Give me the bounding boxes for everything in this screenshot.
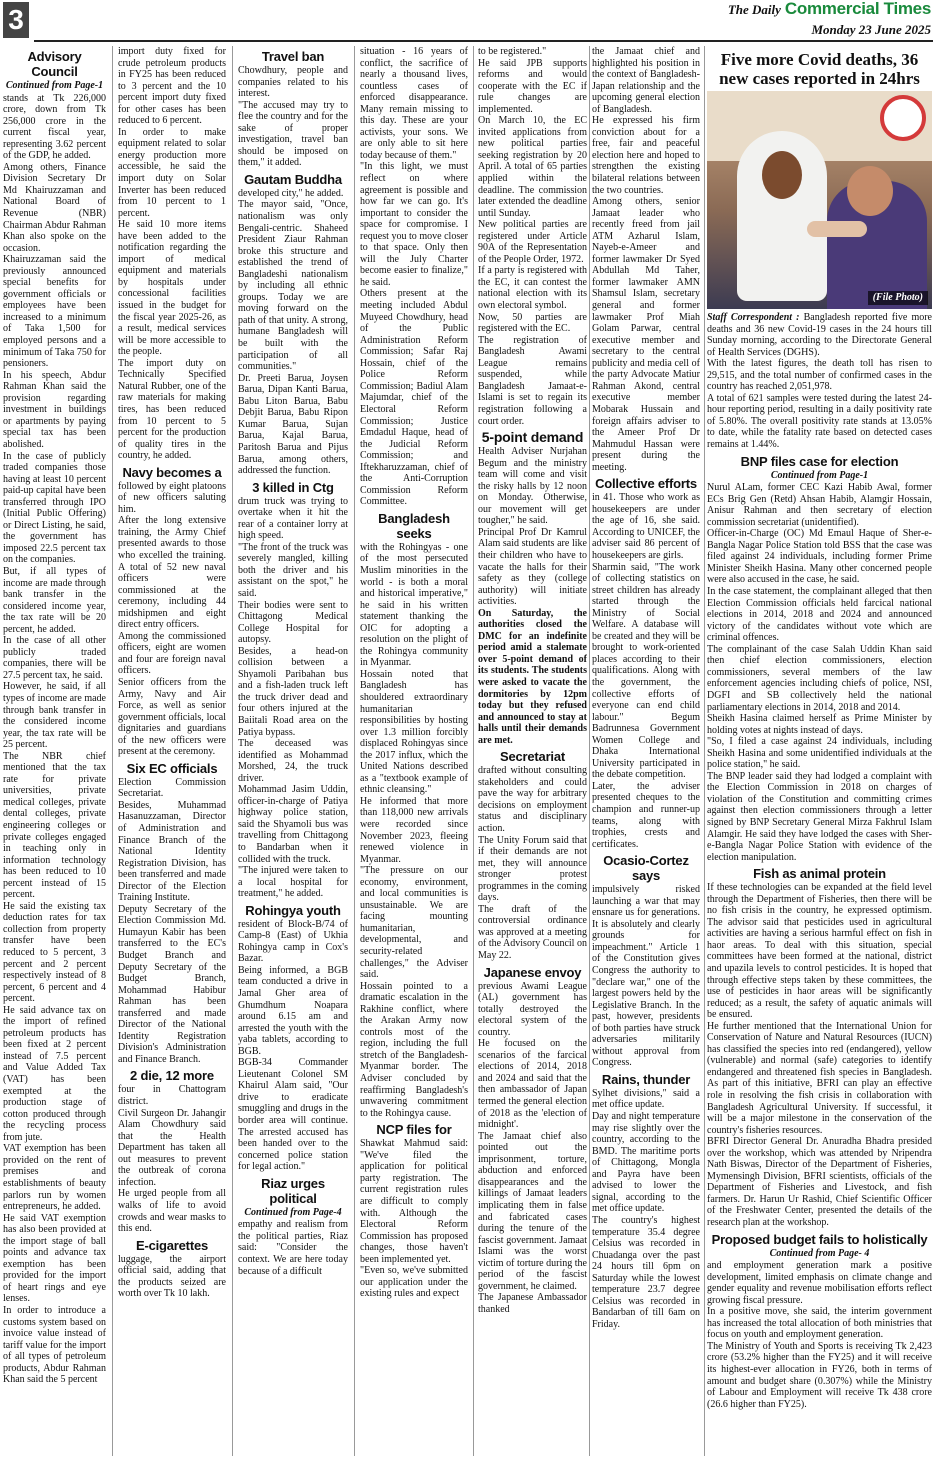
paragraph: He further mentioned that the International Union for Conservation of Nature and Natural Resources (IUCN) has classified the species into red (endangered), yellow (vulnerable) and normal (safe) categories to identify endangered and threatened fish species in Bangladesh. As part of this initiative, BFRI can play an effective role in resolving the fish crisis in collaboration with Bangladesh Agricultural University. If successful, it will be a major milestone in the conservation of the country's fisheries resources. bbox=[707, 1020, 932, 1136]
paragraph: Hossain noted that Bangladesh has shouldered extraordinary humanitarian responsibilities by hosting over 1.3 million forcibly displaced Rohingyas since the 2017 influx, which the United Nations described as a "textbook example of ethnic cleansing." bbox=[360, 668, 468, 796]
paragraph: to be registered." bbox=[478, 46, 547, 57]
paragraph: In the case statement, the complainant alleged that then Election Commission officials held farcical national elections in 2014, 2018 and 2024 and announced victory of the candidates without vote which are criminal offences. bbox=[707, 586, 932, 644]
paragraph: Nurul ALam, former CEC Kazi Habib Awal, former ECs Brig Gen (Retd) Ahsan Habib, Alamgir Hossain, Anisur Rahman and then secretary of election commission secretariat (unidentified). bbox=[707, 482, 932, 528]
column-divider bbox=[473, 46, 474, 1456]
column-2 bbox=[118, 46, 226, 1456]
paragraph: In the case of all other publicly traded companies, there will be 27.5 percent tax, he said. bbox=[3, 635, 106, 681]
paragraph: He said 10 more items have been added to the notification regarding the import of medical equipment and materials by hospitals under concessional facilities issued in the budget for the fiscal year 2025-26, as a result, medical services will be more accessible to the people. bbox=[118, 219, 226, 358]
paragraph: Deputy Secretary of the Election Commission Md. Humayun Kabir has been transferred to the EC's Budget Branch and Deputy Secretary of the Budget Branch, Mohammad Habibur Rahman has been transferred and made Director of the National Identity Registration Division's Administration and Finance Branch. bbox=[118, 903, 226, 1065]
headline-ncp-files: NCP files for bbox=[376, 1122, 452, 1138]
continued-note: Continued from Page-4 bbox=[244, 1206, 342, 1218]
paragraph: the Jamaat chief and highlighted his position in the context of Bangladesh-Japan relationship and the upcoming general election of Bangladesh. bbox=[592, 46, 700, 115]
paragraph: Civil Surgeon Dr. Jahangir Alam Chowdhury said that the Health Department has taken all out measures to prevent the outbreak of corona infection. bbox=[118, 1107, 226, 1188]
paragraph: Principal Prof Dr Kamrul Alam said students are like their children who have to vacate the halls for their safety as they (college authority) will initiate activities. bbox=[478, 526, 587, 608]
paragraph: BGB-34 Commander Lieutenant Colonel SM Khairul Alam said, "Our drive to eradicate smuggling and drugs in the border area will continue. The arrested accused has been handed over to the concerned police station for legal action." bbox=[238, 1057, 348, 1173]
paragraph: Now, 50 parties are registered with the EC. bbox=[478, 311, 587, 335]
paragraph: If these technologies can be expanded at the field level through the Department of Fisheries, then there will be no fish crisis in the country, he expressed optimism. The advisor said that pesticides used in agricultural activities are having a serious harmful effect on fish in haor areas. To deal with this situation, special committees have been formed at the national, district and upazila levels to control pesticides. It is hoped that through effective steps taken by these committees, the use of pesticides in haor areas will be significantly reduced; as a result, the safety of aquatic animals will be ensured. bbox=[707, 882, 932, 1021]
paragraph: He informed that more than 118,000 new arrivals were recorded since November 2023, fleeing renewed violence in Myanmar. bbox=[360, 795, 468, 865]
paragraph: Dr. Preeti Barua, Joysen Barua, Dipan Kanti Barua, Babu Liton Barua, Babu Debjit Barua, Babu Ripon Kumar Barua, Sujan Barua, Kajal Barua, Paritosh Barua and Pijus Barua, among others, addressed the function. bbox=[238, 372, 348, 477]
paragraph: He focused on the scenarios of the farcical elections of 2014, 2018 and 2024 and said that the then ambassador of Japan termed the general election of 2018 as the 'election of midnight'. bbox=[478, 1038, 587, 1131]
paragraph: with the Rohingyas - one of the most persecuted Muslim minorities in the world - is both a moral and historical imperative," he said in his written statement thanking the OIC for adopting a resolution on the plight of the Rohingya community in Myanmar. bbox=[360, 541, 468, 669]
paragraph: drum truck was trying to overtake when it hit the rear of a container lorry at high speed. bbox=[238, 495, 348, 542]
paragraph: He said VAT exemption has also been provided at the import stage of ball points and advance tax exemption has been provided for the import of heart rings and eye lenses. bbox=[3, 1212, 106, 1305]
headline-fish-animal-protein: Fish as animal protein bbox=[753, 866, 886, 882]
paragraph: Chowdhury, people and companies related to his interest. bbox=[238, 65, 348, 100]
photo-health-worker-head bbox=[762, 151, 802, 199]
paragraph: "The injured were taken to a local hospital for treatment," he added. bbox=[238, 865, 348, 900]
headline-ocasio-cortez: Ocasio-Cortez says bbox=[603, 853, 689, 884]
paragraph: import duty fixed for crude petroleum products in FY25 has been reduced to 3 percent and the 10 percent import duty fixed for other cases has been reduced to 6 percent. bbox=[118, 46, 226, 127]
headline-navy: Navy becomes a bbox=[122, 464, 222, 480]
photo-arm bbox=[807, 221, 867, 237]
news-photo bbox=[707, 91, 932, 309]
paragraph: previous Awami League (AL) government has totally destroyed the electoral system of the country. bbox=[478, 980, 587, 1038]
paragraph: Health Adviser Nurjahan Begum and the ministry team will come and visit the risky halls by 12 noon on Monday. Otherwise, our movement will get tougher," he said. bbox=[478, 446, 587, 527]
headline-japanese-envoy: Japanese envoy bbox=[483, 964, 582, 980]
column-divider bbox=[232, 46, 233, 1456]
paragraph: In his speech, Abdur Rahman Khan said the provision regarding investment in buildings or apartments by paying special tax has been abolished. bbox=[3, 369, 106, 450]
paragraph: and employment generation mark a positive development, limited emphasis on climate change and gender equality and revenue mobilisation efforts reflect growing fiscal pressure. bbox=[707, 1260, 932, 1306]
paragraph: Sylhet divisions," said a met office update. bbox=[592, 1087, 700, 1111]
headline-2-die: 2 die, 12 more bbox=[130, 1068, 214, 1084]
paragraph: If a party is registered with the EC, it can contest the national election with its own electoral symbol. bbox=[478, 265, 587, 312]
paragraph: Later, the adviser presented cheques to the champion and runner-up teams, along with trophies, crests and certificates. bbox=[592, 780, 700, 850]
paragraph: Being informed, a BGB team conducted a drive in Jamal Gher area of Ghumdhum Noapara around 6.15 am and arrested the youth with the yaba tablets, according to BGB. bbox=[238, 964, 348, 1057]
headline-3-killed: 3 killed in Ctg bbox=[252, 479, 334, 495]
photo-patient-head bbox=[847, 166, 893, 216]
paragraph: Sheikh Hasina claimed herself as Prime Minister by holding votes at nights instead of days. bbox=[707, 713, 932, 736]
headline-riaz-urges: Riaz urges political bbox=[261, 1175, 325, 1206]
masthead bbox=[728, 0, 931, 39]
paragraph: Among others, senior Jamaat leader who recently freed from jail ATM Azharul Islam, Nayeb-e-Ameer and former lawmaker Dr Syed Abdullah Md Taher, former lawmaker AMN Shamsul Islam, secretary general and former lawmaker Prof Miah Golam Parwar, central executive member and secretary to the central publicity and media cell of the party Advocate Matiur Rahman Akond, central executive member Mobarak Hussain and foreign affairs adviser to the Ameer Prof Dr Mahmudul Hassan were present during the meeting. bbox=[592, 196, 700, 473]
headline-bangladesh-seeks: Bangladesh seeks bbox=[378, 510, 450, 541]
paragraph: In a positive move, she said, the interim government has increased the total allocation of both ministries that focus on youth and employment generation. bbox=[707, 1306, 932, 1341]
paragraph: "Even so, we've submitted our application under the existing rules and expect bbox=[360, 1265, 468, 1300]
paragraph: The registration of Bangladesh Awami League remains suspended, while Bangladesh Jamaat-e-Islami is set to regain its registration following a court order. bbox=[478, 334, 587, 427]
paragraph: He said JPB supports reforms and would cooperate with the EC if rule changes are implemented. bbox=[478, 57, 587, 115]
paragraph: The BNP leader said they had lodged a complaint with the Election Commission in 2018 on charges of violation of the Constitution and committing crimes against then election commissioners through a letter signed by BNP Secretary General Mirza Fakhrul Islam Alamgir. He said they have lodged the cases with Sher-e-Bangla Nagar Police Station with evidence of the election manipulation. bbox=[707, 770, 932, 863]
paragraph: On March 10, the EC invited applications from new political parties seeking registration by 20 April. A total of 65 parties applied within the deadline. The commission later extended the deadline until Sunday. bbox=[478, 115, 587, 219]
column-divider bbox=[354, 46, 355, 1456]
paragraph: With the latest figures, the death toll has risen to 29,515, and the total number of confirmed cases in the country has reached 2,051,978. bbox=[707, 358, 932, 393]
paragraph: stands at Tk 226,000 crore, down from Tk 256,000 crore in the current fiscal year, representing 3.62 percent of the GDP, he added. bbox=[3, 92, 106, 162]
paragraph: luggage, the airport official said, adding that the products seized are worth over Tk 10 lakh. bbox=[118, 1253, 226, 1300]
paragraph: Mohammad Jasim Uddin, officer-in-charge of Patiya highway police station, said the Shyamoli bus was travelling from Chittagong to Bandarban when it collided with the truck. bbox=[238, 784, 348, 865]
headline-collective-efforts: Collective efforts bbox=[595, 476, 697, 492]
paragraph: In the case of publicly traded companies those having at least 10 percent paid-up capital have been transferred through IPO (Initial Public Offering) or Direct Listing, he said, the government has imposed 22.5 percent tax on the companies. bbox=[3, 450, 106, 566]
paragraph: He said advance tax on the import of refined petroleum products has been fixed at 2 percent instead of 7.5 percent and Value Added Tax (VAT) has been exempted at the production stage of cotton produced through the recycling process from jute. bbox=[3, 1004, 106, 1143]
paragraph: He expressed his firm conviction about for a free, fair and peaceful election here and hoped to strengthen the existing bilateral relations between the two countries. bbox=[592, 115, 700, 196]
continued-note: Continued from Page-1 bbox=[770, 469, 869, 481]
paragraph: Khairuzzaman said the previously announced special benefits for government officials or employees have been increased to a minimum of Taka 1,500 for employed persons and a minimum of Taka 750 for pensioners. bbox=[3, 254, 106, 370]
paragraph: He said the existing tax deduction rates for tax collection from property transfer have been reduced to 5 percent, 3 percent and 2 percent respectively instead of 8 percent, 6 percent and 4 percent. bbox=[3, 900, 106, 1005]
paragraph: He urged people from all walks of life to avoid crowds and wear masks to this end. bbox=[118, 1188, 226, 1235]
column-divider bbox=[704, 46, 705, 1456]
paragraph: drafted without consulting stakeholders and could pave the way for arbitrary decisions on employment status and disciplinary action. bbox=[478, 765, 587, 834]
paragraph: "So, I filed a case against 24 individuals, including Sheikh Hasina and some unidentified individuals at the police station," he said. bbox=[707, 736, 932, 771]
paragraph: The Japanese Ambassador thanked bbox=[478, 1292, 587, 1315]
headline-secretariat: Secretariat bbox=[499, 749, 565, 765]
headline-e-cigarettes: E-cigarettes bbox=[135, 1237, 209, 1253]
paragraph: The import duty on Technically Specified Natural Rubber, one of the raw materials for making tires, has been reduced from 10 percent to 5 percent for the production of quality tires in the country, he added. bbox=[118, 357, 226, 462]
paragraph: Among the commissioned officers, eight are women and four are foreign naval officers. bbox=[118, 630, 226, 677]
paragraph: The Unity Forum said that if their demands are not met, they will announce stronger protest programmes in the coming days. bbox=[478, 834, 587, 904]
paragraph: Others present at the meeting included Abdul Muyeed Chowdhury, head of the Public Administration Reform Commission; Safar Raj Hossain, chief of the Police Reform Commission; Badiul Alam Majumdar, chief of the Electoral Reform Commission; Justice Emdadul Haque, head of the Judicial Reform Commission; and Iftekharuzzaman, chief of the Anti-Corruption Commission Reform Committee. bbox=[360, 288, 468, 508]
paragraph: The complainant of the case Salah Uddin Khan said then chief election commissioners, election commissioners, several members of the law enforcement agencies including chiefs of police, NSI, DGFI and SB collectively held the national parliamentary elections in 2014, 2018 and 2014. bbox=[707, 643, 932, 713]
headline-proposed-budget: Proposed budget fails to holistically bbox=[711, 1231, 928, 1247]
paragraph bbox=[707, 312, 932, 358]
paragraph: situation - 16 years of conflict, the sacrifice of nearly a thousand lives, countless cases of enforced disappearance. Many remain missing to this day. These are your activists, your sons. We are only able to sit here today because of them." bbox=[360, 46, 468, 161]
paragraph: Besides, a head-on collision between a Shyamoli Paribahan bus and a fish-laden truck left the truck driver dead and four others injured at the Baiitali Road area on the Patiya bypass. bbox=[238, 645, 348, 738]
paragraph: "The front of the truck was severely mangled, killing both the driver and his assistant on the spot," he said. bbox=[238, 541, 348, 599]
column-divider bbox=[112, 46, 113, 1456]
paragraph: resident of Block-B/74 of Camp-8 (East) of Ukhia Rohingya camp in Cox's Bazar. bbox=[238, 918, 348, 965]
paragraph: BFRI Director General Dr. Anuradha Bhadra presided over the workshop, which was attended by Nripendra Nath Biswas, Director of the Department of Fisheries, Mymensingh Division, BFRI scientists, officials of the Department of Fisheries and Livestock, and fish farmers. Dr. Harun Ur Rashid, Chief Scientific Officer of the Freshwater Center, presented the details of the research plan at the workshop. bbox=[707, 1136, 932, 1229]
headline-rains-thunder: Rains, thunder bbox=[601, 1071, 691, 1087]
byline: Staff Correspondent : bbox=[707, 312, 800, 323]
paragraph: developed city," he added. bbox=[238, 187, 344, 199]
paragraph: Their bodies were sent to Chittagong Medical College Hospital for autopsy. bbox=[238, 599, 348, 646]
column-3 bbox=[238, 46, 348, 1456]
paragraph: New political parties are registered under Article 90A of the Representation of the People Order, 1972. bbox=[478, 219, 587, 265]
paragraph: After the long extensive training, the Army Chief presented awards to those who excelled the training. A total of 52 new naval officers were commissioned at the ceremony, including 44 midshipmen and eight direct entry officers. bbox=[118, 515, 226, 631]
paragraph: four in Chattogram district. bbox=[118, 1084, 226, 1108]
headline-bnp-files-case: BNP files case for election bbox=[740, 453, 899, 469]
paragraph-text: Bangladesh reported five more deaths and 36 new Covid-19 cases in the 24 hours till Sunday morning, according to the Directorate General of Health Services (DGHS). bbox=[707, 312, 932, 358]
continued-note: Continued from Page- 4 bbox=[769, 1247, 870, 1259]
paragraph: The country's highest temperature 35.4 degree Celsius was recorded in Chuadanga over the past 24 hours till 6pm on Saturday while the lowest temperature 23.7 degree Celsius was recorded in Bandarban of till 6am on Friday. bbox=[592, 1214, 700, 1330]
paragraph: However, he said, if all types of income are made through bank transfer in the considered income year, the tax rate will be 25 percent. bbox=[3, 681, 106, 751]
paragraph: "The pressure on our economy, environment, and local communities is unsustainable. We are facing mounting humanitarian, developmental, and security-related challenges," the Adviser said. bbox=[360, 865, 468, 981]
paragraph: Hossain pointed to a dramatic escalation in the Rakhine conflict, where the Arakan Army now controls most of the region, including the full stretch of the Bangladesh-Myanmar border. The Adviser concluded by reaffirming Bangladesh's unwavering commitment to the Rohingya cause. bbox=[360, 980, 468, 1119]
paragraph: Sharmin said, "The work of collecting statistics on street children has already started through the Ministry of Social Welfare. A database will be created and they will be brought to work-oriented places according to their qualifications. Along with the government, the collective efforts of everyone can end child labour." Begum Badrunnesa Government Women College and Dhaka International University participated in the debate competition. bbox=[592, 561, 700, 781]
masthead-name: Commercial Times bbox=[784, 0, 931, 18]
paragraph: But, if all types of income are made through bank transfer in the considered income year, the tax rate will be 20 percent, he added. bbox=[3, 565, 106, 635]
paragraph: On Saturday, the authorities closed the DMC for an indefinite period amid a stalemate over 5-point demand of its students. The students were asked to vacate the dormitories by 12pm today but they refused and announced to stay at halls until their demands are met. bbox=[478, 607, 587, 746]
paragraph: empathy and realism from the political parties, Riaz said: "Consider the context. We are here today because of a difficult bbox=[238, 1219, 348, 1277]
page-number-badge: 3 bbox=[3, 2, 29, 38]
paragraph: The NBR chief mentioned that the tax rate for private universities, private medical colleges, private dental colleges, private engineering colleges or private colleges engaged in teaching only in information technology has been reduced to 10 percent instead of 15 percent. bbox=[3, 750, 106, 901]
paragraph: VAT exemption has been provided on the rent of premises and establishments of beauty parlors run by women entrepreneurs, he added. bbox=[3, 1143, 106, 1213]
paragraph: The deceased was identified as Mohammad Morshed, 24, the truck driver. bbox=[238, 738, 348, 784]
headline-rohingya-youth: Rohingya youth bbox=[245, 902, 341, 918]
photo-sign bbox=[880, 95, 926, 141]
paragraph: In order to introduce a customs system based on invoice value instead of tariff value for the import of all types of petroleum products, Abdur Rahman Khan said the 5 percent bbox=[3, 1304, 106, 1386]
column-4 bbox=[360, 46, 468, 1456]
paragraph: Senior officers from the Army, Navy and Air Force, as well as senior government officials, local dignitaries and guardians of the new officers were present at the ceremony. bbox=[118, 676, 226, 758]
masthead-brand bbox=[728, 0, 931, 19]
paragraph: The Jamaat chief also pointed out the imprisonment, torture, abduction and enforced disappearances and the killings of Jamaat leaders implicating them in false and fabricated cases during the tenure of the fascist government. Jamaat Islami was the worst victim of torture during the period of the fascist government, he claimed. bbox=[478, 1130, 587, 1292]
paragraph: followed by eight platoons of new officers saluting him. bbox=[118, 480, 226, 515]
masthead-rule bbox=[34, 40, 933, 42]
paragraph: The mayor said, "Once, nationalism was only Bengali-centric. Shaheed President Ziaur Rahman broke this structure and established the trend of Bangladeshi nationalism by including all ethnic groups. Today we are moving forward on the path of that unity. A strong, humane Bangladesh will be built with the participation of all communities." bbox=[238, 199, 348, 373]
issue-date: Monday 23 June 2025 bbox=[811, 22, 931, 37]
headline-gautam-buddha: Gautam Buddha bbox=[244, 171, 342, 187]
paragraph: "In this light, we must reflect on where agreement is possible and how far we can go. It's important to consider the space for compromise. I request you to move closer to that space. Only then will the July Charter become easier to finalize," he said. bbox=[360, 161, 468, 288]
paragraph: "The accused may try to flee the country and for the sake of proper investigation, travel ban should be imposed on them," it added. bbox=[238, 99, 348, 169]
column-1 bbox=[3, 46, 106, 1456]
paragraph: impulsively risked launching a war that may ensnare us for generations. It is absolutely and clearly grounds for impeachment." Article 1 of the Constitution gives Congress the authority to "declare war," one of the largest powers held by the Legislative Branch. In the past, however, presidents of both parties have struck adversaries militarily without approval from Congress. bbox=[592, 884, 700, 1069]
column-5 bbox=[478, 46, 587, 1456]
paragraph: The Ministry of Youth and Sports is receiving Tk 2,423 crore (53.2% higher than the FY25) and it will receive its highest-ever allocation in FY26, both in terms of amount and budget share (0.307%) while the Ministry of Labour and Employment will receive Tk 438 crore (26.6 higher than FY25). bbox=[707, 1340, 932, 1410]
paragraph: Among others, Finance Division Secretary Dr Md Khairuzzaman and National Board of Revenue (NBR) Chairman Abdur Rahman Khan also spoke on the occasion. bbox=[3, 161, 106, 254]
paragraph: Election Commission Secretariat. bbox=[118, 776, 226, 800]
headline-travel-ban: Travel ban bbox=[261, 49, 325, 64]
paragraph: The draft of the controversial ordinance was approved at a meeting of the Advisory Council on May 22. bbox=[478, 903, 587, 962]
paragraph: Besides, Muhammad Hasanuzzaman, Director of Administration and Finance Branch of the National Identity Registration Division, has been transferred and made Director of the Election Training Institute. bbox=[118, 799, 226, 904]
column-6 bbox=[592, 46, 700, 1456]
paragraph: Day and night temperature may rise slightly over the country, according to the BMD. The maritime ports of Chittagong, Mongla and Payra have been advised to lower the signal, according to the met office update. bbox=[592, 1111, 700, 1215]
paragraph: Shawkat Mahmud said: "We've filed the application for political party registration. The current registration rules are difficult to comply with. Although the Electoral Reform Commission has proposed changes, those haven't been implemented yet. bbox=[360, 1138, 468, 1265]
paragraph: A total of 621 samples were tested during the latest 24-hour reporting period, resulting in a daily positivity rate of 5.80%. The overall positivity rate stands at 13.05% to date, while the fatality rate based on detected cases remains at 1.44%. bbox=[707, 392, 932, 451]
paragraph: Officer-in-Charge (OC) Md Emaul Haque of Sher-e-Bangla Nagar Police Station told BSS that the case was filed against 24 individuals, including former Prime Minister Sheikh Hasina. Many other concerned people were also accused in the case, he said. bbox=[707, 528, 932, 586]
headline-advisory-council: Advisory Council bbox=[27, 49, 82, 79]
headline-covid-deaths: Five more Covid deaths, 36 new cases reported in 24hrs bbox=[719, 50, 920, 88]
column-divider bbox=[589, 46, 590, 1456]
masthead-the: The Daily bbox=[727, 2, 781, 17]
headline-5-point-demand: 5-point demand bbox=[481, 429, 584, 446]
paragraph: In order to make equipment related to solar energy production more accessible, he said the import duty on Solar Inverter has been reduced from 10 percent to 1 percent. bbox=[118, 126, 226, 219]
photo-credit: (File Photo) bbox=[868, 291, 928, 305]
headline-six-ec-officials: Six EC officials bbox=[126, 760, 218, 776]
continued-note: Continued from Page-1 bbox=[5, 80, 104, 91]
paragraph: in 41. Those who work as housekeepers are under the age of 16, she said. According to UNICEF, the adviser said 86 percent of housekeepers are girls. bbox=[592, 492, 700, 561]
column-7 bbox=[707, 46, 932, 1456]
